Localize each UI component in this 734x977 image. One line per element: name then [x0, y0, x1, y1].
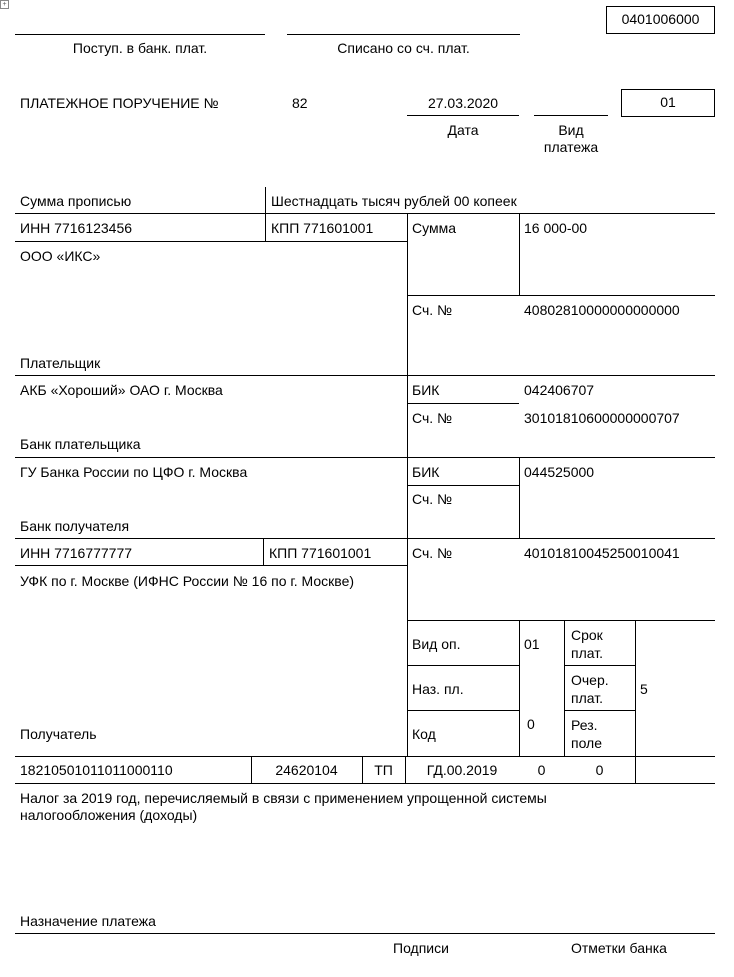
- op-reserve-label-2: поле: [571, 735, 603, 751]
- hline-665a: [407, 665, 519, 666]
- vline-407: [407, 213, 408, 756]
- hline-783: [15, 783, 715, 784]
- payer-kpp: КПП 771601001: [271, 220, 374, 236]
- payee-label: Получатель: [20, 726, 97, 742]
- status-box: [621, 89, 715, 117]
- payer-bank-account: 30101810600000000707: [524, 410, 680, 426]
- hline-665b: [564, 665, 635, 666]
- payer-inn: ИНН 7716123456: [20, 220, 133, 236]
- tax-period: ГД.00.2019: [426, 762, 498, 778]
- hline-565: [15, 565, 407, 566]
- op-reserve-label-1: Рез.: [571, 717, 598, 733]
- payment-type-label-2: платежа: [543, 139, 599, 155]
- payer-label: Плательщик: [20, 355, 101, 371]
- payer-name: ООО «ИКС»: [20, 248, 101, 264]
- hline-620: [407, 620, 715, 621]
- hline-538: [15, 538, 715, 539]
- payment-type-label-1: Вид: [558, 122, 584, 138]
- hline-756: [15, 756, 715, 757]
- amount-words: Шестнадцать тысяч рублей 00 копеек: [271, 193, 517, 209]
- payer-account-label: Сч. №: [412, 302, 453, 318]
- payment-purpose-text: Налог за 2019 год, перечисляемый в связи с применением упрощенной системы налогообложения (доходы): [20, 790, 547, 823]
- status-value: 01: [660, 94, 676, 110]
- hline-213: [15, 213, 715, 214]
- amount-value: 16 000-00: [524, 220, 588, 236]
- debited-line: [287, 34, 520, 35]
- payee-bank-bik: 044525000: [524, 464, 595, 480]
- payee-bank-account-label: Сч. №: [412, 491, 453, 507]
- payee-inn: ИНН 7716777777: [20, 545, 133, 561]
- order-number: 82: [292, 95, 308, 111]
- corner-marker-icon: +: [0, 0, 9, 9]
- date-line: [407, 115, 519, 116]
- payee-account-label: Сч. №: [412, 545, 453, 561]
- amount-label: Сумма: [412, 220, 456, 236]
- payer-bank-name: АКБ «Хороший» ОАО г. Москва: [20, 382, 223, 398]
- op-term-label-1: Срок: [571, 627, 603, 643]
- payee-kpp: КПП 771601001: [269, 545, 372, 561]
- payee-bank-name: ГУ Банка России по ЦФО г. Москва: [20, 464, 248, 480]
- vline-564: [564, 620, 565, 756]
- received-label: Поступ. в банк. плат.: [72, 40, 208, 56]
- tax-doc-number: 0: [537, 762, 546, 778]
- form-code: 0401006000: [621, 11, 700, 27]
- vline-635: [635, 620, 636, 783]
- form-code-box: [606, 6, 715, 34]
- payer-account: 40802810000000000000: [524, 302, 680, 318]
- op-priority-label-1: Очер.: [571, 672, 609, 688]
- payer-bank-bik-label: БИК: [412, 382, 440, 398]
- payee-bank-label: Банк получателя: [20, 518, 130, 534]
- date-label: Дата: [447, 122, 479, 138]
- hline-485: [407, 485, 519, 486]
- payee-bank-bik-label: БИК: [412, 464, 440, 480]
- tax-kbk: 18210501011011000110: [20, 762, 173, 778]
- hline-457: [15, 457, 715, 458]
- payment-type-line: [534, 115, 608, 116]
- received-line: [15, 34, 265, 35]
- hline-710a: [407, 710, 519, 711]
- vline-519a: [519, 213, 520, 296]
- payment-purpose-label: Назначение платежа: [20, 913, 156, 929]
- op-term-label-2: плат.: [571, 645, 603, 661]
- vline-263: [263, 538, 264, 566]
- tax-oktmo: 24620104: [275, 762, 338, 778]
- vline-519b: [519, 457, 520, 539]
- bank-marks-label: Отметки банка: [571, 940, 667, 956]
- hline-710b: [564, 710, 635, 711]
- debited-label: Списано со сч. плат.: [337, 40, 470, 56]
- payer-bank-bik: 042406707: [524, 382, 595, 398]
- op-purpose-label: Наз. пл.: [412, 681, 464, 697]
- tax-doc-date: 0: [595, 762, 604, 778]
- amount-words-label: Сумма прописью: [20, 193, 132, 209]
- order-date: 27.03.2020: [427, 95, 499, 111]
- hline-933: [15, 933, 715, 934]
- payer-bank-account-label: Сч. №: [412, 410, 453, 426]
- op-type-label: Вид оп.: [412, 636, 461, 652]
- op-priority-label-2: плат.: [571, 690, 603, 706]
- op-code-label: Код: [412, 726, 436, 742]
- op-priority-value: 5: [640, 681, 648, 697]
- vline-265a: [265, 187, 266, 241]
- tax-basis: ТП: [374, 762, 393, 778]
- vline-519c: [519, 620, 520, 756]
- order-title: ПЛАТЕЖНОЕ ПОРУЧЕНИЕ №: [20, 95, 219, 111]
- hline-375: [15, 375, 715, 376]
- hline-241: [15, 241, 407, 242]
- op-code-value: 0: [527, 716, 535, 732]
- payee-account: 40101810045250010041: [524, 545, 680, 561]
- hline-295: [407, 295, 715, 296]
- payee-name: УФК по г. Москве (ИФНС России № 16 по г. Москве): [20, 573, 355, 589]
- payer-bank-label: Банк плательщика: [20, 436, 141, 452]
- signatures-label: Подписи: [393, 940, 449, 956]
- op-type-value: 01: [524, 636, 540, 652]
- hline-403: [407, 403, 519, 404]
